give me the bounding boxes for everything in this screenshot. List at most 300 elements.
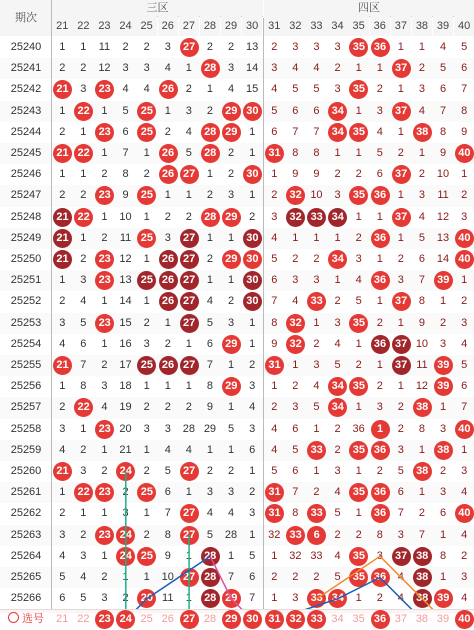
miss-count: 12 (415, 380, 429, 393)
miss-count: 13 (246, 41, 259, 53)
miss-count: 2 (59, 401, 66, 414)
miss-count: 1 (80, 422, 87, 435)
hit-ball: 33 (307, 292, 326, 311)
miss-count: 1 (143, 571, 150, 583)
hit-ball: 32 (286, 314, 305, 333)
miss-count: 1 (292, 359, 299, 371)
miss-count: 3 (122, 507, 129, 520)
miss-count: 2 (185, 83, 192, 96)
miss-count: 8 (164, 528, 171, 541)
miss-count: 2 (313, 571, 320, 583)
pick-ball-selected[interactable]: 31 (265, 610, 284, 629)
miss-count: 1 (185, 189, 192, 202)
period-number: 25254 (10, 337, 42, 350)
hit-ball: 33 (307, 504, 326, 523)
miss-count: 9 (313, 168, 320, 181)
miss-count: 7 (122, 147, 129, 159)
hit-ball: 34 (328, 398, 347, 417)
miss-count: 1 (376, 359, 383, 371)
miss-count: 1 (355, 104, 362, 117)
miss-count: 2 (334, 528, 341, 541)
miss-count: 7 (206, 359, 213, 371)
miss-count: 5 (80, 592, 87, 605)
hit-ball: 36 (371, 441, 390, 460)
hit-ball: 30 (243, 250, 262, 269)
miss-count: 4 (397, 592, 404, 605)
miss-count: 2 (80, 443, 87, 456)
miss-count: 2 (376, 465, 383, 477)
miss-count: 1 (271, 168, 278, 181)
pick-radio-icon[interactable] (8, 612, 19, 623)
hit-ball: 35 (349, 483, 368, 502)
miss-count: 1 (313, 465, 320, 477)
miss-count: 1 (80, 41, 87, 53)
hit-ball: 25 (137, 547, 156, 566)
hit-ball: 35 (349, 568, 368, 587)
miss-count: 2 (80, 253, 87, 265)
miss-count: 3 (292, 592, 299, 605)
pick-ball-selected[interactable]: 27 (180, 610, 199, 629)
miss-count: 3 (59, 422, 66, 435)
miss-count: 5 (292, 83, 299, 96)
miss-count: 1 (397, 189, 404, 202)
miss-count: 2 (185, 210, 192, 223)
miss-count: 9 (461, 125, 468, 138)
period-header-label: 期次 (15, 12, 37, 24)
hit-ball: 25 (137, 186, 156, 205)
period-number: 25241 (10, 62, 42, 75)
hit-ball: 40 (455, 504, 474, 523)
miss-count: 4 (355, 274, 362, 287)
hit-ball: 32 (286, 208, 305, 227)
miss-count: 7 (164, 507, 171, 520)
miss-count: 1 (461, 168, 468, 181)
hit-ball: 28 (201, 59, 220, 78)
period-number: 25248 (10, 210, 42, 223)
hit-ball: 30 (243, 271, 262, 290)
hit-ball: 34 (328, 102, 347, 121)
hit-ball: 35 (349, 441, 368, 460)
pick-ball-selected[interactable]: 29 (222, 610, 241, 629)
miss-count: 1 (249, 465, 256, 477)
period-number: 25245 (10, 147, 42, 159)
miss-count: 5 (206, 528, 213, 541)
miss-count: 5 (376, 147, 383, 159)
hit-ball: 23 (95, 250, 114, 269)
miss-count: 5 (271, 253, 278, 265)
miss-count: 2 (143, 168, 150, 181)
period-number: 25246 (10, 168, 42, 181)
miss-count: 4 (80, 295, 87, 308)
hit-ball: 37 (392, 165, 411, 184)
miss-count: 1 (439, 571, 447, 583)
miss-count: 1 (59, 104, 66, 117)
miss-count: 2 (101, 168, 108, 181)
hit-ball: 38 (413, 123, 432, 142)
miss-count: 1 (271, 549, 278, 562)
miss-count: 1 (80, 168, 87, 181)
miss-count: 3 (461, 316, 468, 329)
miss-count: 2 (143, 41, 150, 53)
miss-count: 2 (355, 168, 362, 181)
hit-ball: 35 (349, 314, 368, 333)
pick-ball-selected[interactable]: 23 (95, 610, 114, 629)
pick-number[interactable]: 37 (394, 613, 407, 626)
miss-count: 1 (439, 295, 447, 308)
miss-count: 1 (101, 337, 108, 350)
hit-ball: 28 (201, 589, 220, 608)
miss-count: 1 (206, 168, 213, 181)
miss-count: 2 (101, 231, 108, 244)
hit-ball: 31 (265, 356, 284, 375)
pick-number[interactable]: 26 (161, 613, 174, 626)
pick-ball-selected[interactable]: 36 (371, 610, 390, 629)
miss-count: 2 (271, 41, 278, 53)
miss-count: 4 (185, 443, 192, 456)
miss-count: 1 (249, 189, 256, 202)
miss-count: 9 (164, 549, 171, 562)
miss-count: 14 (246, 62, 259, 75)
hit-ball: 23 (95, 483, 114, 502)
miss-count: 3 (334, 83, 341, 96)
miss-count: 2 (122, 486, 129, 499)
column-header-30: 30 (242, 16, 263, 36)
miss-count: 1 (206, 231, 213, 244)
miss-count: 6 (271, 274, 278, 287)
miss-count: 10 (310, 189, 323, 202)
miss-count: 7 (439, 104, 447, 117)
column-header-21: 21 (52, 16, 73, 36)
miss-count: 2 (397, 147, 404, 159)
miss-count: 3 (80, 83, 87, 96)
pick-ball-selected[interactable]: 40 (455, 610, 474, 629)
miss-count: 2 (292, 253, 299, 265)
miss-count: 9 (439, 147, 447, 159)
miss-count: 3 (334, 189, 341, 202)
miss-count: 1 (80, 125, 87, 138)
miss-count: 4 (334, 486, 341, 499)
miss-count: 2 (461, 295, 468, 308)
miss-count: 1 (249, 147, 256, 159)
hit-ball: 24 (116, 526, 135, 545)
miss-count: 2 (313, 253, 320, 265)
hit-ball: 23 (95, 526, 114, 545)
column-header-25: 25 (136, 16, 157, 36)
miss-count: 4 (164, 443, 171, 456)
miss-count: 5 (355, 295, 362, 308)
miss-count: 1 (227, 231, 235, 244)
miss-count: 6 (376, 168, 383, 181)
hit-ball: 27 (180, 292, 199, 311)
column-header-33: 33 (306, 16, 327, 36)
period-number: 25243 (10, 104, 42, 117)
miss-count: 3 (397, 274, 404, 287)
hit-ball: 33 (286, 526, 305, 545)
miss-count: 3 (227, 189, 235, 202)
miss-count: 3 (227, 316, 235, 329)
miss-count: 2 (334, 168, 341, 181)
period-number: 25253 (10, 316, 42, 329)
miss-count: 4 (59, 443, 66, 456)
hit-ball: 29 (222, 208, 241, 227)
miss-count: 3 (439, 422, 447, 435)
period-divider (51, 0, 52, 612)
hit-ball: 34 (328, 208, 347, 227)
pick-number[interactable]: 28 (203, 613, 217, 626)
miss-count: 7 (461, 83, 468, 96)
pick-number[interactable]: 38 (415, 613, 429, 626)
miss-count: 1 (355, 507, 362, 520)
period-number: 25247 (10, 189, 42, 202)
hit-ball: 39 (434, 271, 453, 290)
miss-count: 3 (439, 486, 447, 499)
miss-count: 1 (355, 592, 362, 605)
miss-count: 1 (334, 231, 341, 244)
period-number: 25258 (10, 422, 42, 435)
miss-count: 1 (376, 253, 383, 265)
hit-ball: 37 (392, 102, 411, 121)
hit-ball: 39 (434, 377, 453, 396)
hit-ball: 6 (307, 526, 326, 545)
miss-count: 1 (355, 62, 362, 75)
miss-count: 7 (418, 528, 425, 541)
miss-count: 3 (355, 253, 362, 265)
miss-count: 17 (119, 359, 132, 371)
miss-count: 1 (397, 316, 404, 329)
pick-number[interactable]: 39 (436, 613, 450, 626)
miss-count: 2 (271, 401, 278, 414)
miss-count: 13 (119, 274, 132, 287)
miss-count: 6 (439, 507, 447, 520)
miss-count: 10 (436, 168, 450, 181)
miss-count: 1 (397, 231, 404, 244)
hit-ball: 27 (180, 165, 199, 184)
hit-ball: 28 (201, 123, 220, 142)
hit-ball: 29 (222, 250, 241, 269)
miss-count: 3 (101, 380, 108, 393)
miss-count: 2 (418, 507, 425, 520)
miss-count: 4 (461, 592, 468, 605)
hit-ball: 29 (222, 377, 241, 396)
miss-count: 1 (101, 443, 108, 456)
miss-count: 1 (143, 443, 150, 456)
pick-ball-selected[interactable]: 33 (307, 610, 326, 629)
miss-count: 1 (143, 147, 150, 159)
miss-count: 4 (461, 528, 468, 541)
column-header-39: 39 (433, 16, 454, 36)
miss-count: 1 (397, 380, 404, 393)
miss-count: 2 (143, 401, 150, 414)
column-header-32: 32 (285, 16, 306, 36)
miss-count: 5 (249, 549, 256, 562)
miss-count: 6 (461, 380, 468, 393)
miss-count: 4 (271, 83, 278, 96)
pick-ball-selected[interactable]: 30 (243, 610, 262, 629)
hit-ball: 39 (434, 589, 453, 608)
miss-count: 4 (439, 41, 447, 53)
pick-number[interactable]: 25 (140, 613, 153, 626)
miss-count: 2 (376, 83, 383, 96)
hit-ball: 40 (455, 144, 474, 163)
miss-count: 5 (461, 41, 468, 53)
hit-ball: 27 (180, 504, 199, 523)
period-number: 25252 (10, 295, 42, 308)
hit-ball: 23 (95, 80, 114, 99)
hit-ball: 21 (53, 250, 72, 269)
miss-count: 1 (101, 507, 108, 520)
hit-ball: 22 (74, 102, 93, 121)
pick-number[interactable]: 35 (352, 613, 365, 626)
miss-count: 3 (164, 41, 171, 53)
miss-count: 2 (227, 295, 235, 308)
miss-count: 1 (355, 337, 362, 350)
miss-count: 2 (355, 359, 362, 371)
miss-count: 3 (227, 62, 235, 75)
hit-ball: 25 (137, 483, 156, 502)
miss-count: 12 (119, 253, 132, 265)
period-number: 25250 (10, 253, 42, 265)
pick-ball-selected[interactable]: 32 (286, 610, 305, 629)
miss-count: 3 (80, 465, 87, 477)
hit-ball: 38 (413, 589, 432, 608)
hit-ball: 27 (180, 314, 199, 333)
miss-count: 1 (101, 104, 108, 117)
miss-count: 1 (227, 274, 235, 287)
zone-divider (263, 18, 264, 612)
hit-ball: 24 (116, 462, 135, 481)
miss-count: 3 (59, 316, 66, 329)
miss-count: 5 (59, 571, 66, 583)
miss-count: 1 (355, 465, 362, 477)
miss-count: 3 (143, 422, 150, 435)
miss-count: 2 (59, 507, 66, 520)
hit-ball: 27 (180, 568, 199, 587)
miss-count: 4 (418, 210, 425, 223)
pick-number[interactable]: 34 (331, 613, 344, 626)
hit-ball: 23 (95, 123, 114, 142)
miss-count: 1 (59, 168, 66, 181)
miss-count: 5 (313, 83, 320, 96)
miss-count: 3 (376, 549, 383, 562)
hit-ball: 28 (201, 568, 220, 587)
miss-count: 4 (334, 337, 341, 350)
miss-count: 5 (439, 62, 447, 75)
miss-count: 29 (203, 422, 217, 435)
miss-count: 1 (355, 147, 362, 159)
miss-count: 1 (101, 549, 108, 562)
miss-count: 1 (185, 486, 192, 499)
miss-count: 2 (185, 401, 192, 414)
miss-count: 36 (352, 422, 365, 435)
miss-count: 1 (80, 231, 87, 244)
miss-count: 3 (80, 274, 87, 287)
miss-count: 3 (122, 62, 129, 75)
miss-count: 11 (119, 231, 132, 244)
miss-count: 6 (439, 83, 447, 96)
hit-ball: 35 (349, 80, 368, 99)
miss-count: 8 (80, 380, 87, 393)
miss-count: 5 (292, 443, 299, 456)
miss-count: 3 (313, 41, 320, 53)
hit-ball: 28 (201, 547, 220, 566)
miss-count: 7 (313, 125, 320, 138)
miss-count: 1 (206, 443, 213, 456)
miss-count: 6 (292, 422, 299, 435)
miss-count: 1 (101, 147, 108, 159)
miss-count: 2 (439, 465, 447, 477)
hit-ball: 30 (243, 102, 262, 121)
miss-count: 3 (418, 83, 425, 96)
pick-number[interactable]: 22 (77, 613, 90, 626)
hit-ball: 38 (413, 462, 432, 481)
hit-ball: 40 (455, 229, 474, 248)
miss-count: 3 (271, 210, 278, 223)
miss-count: 1 (59, 274, 66, 287)
column-header-31: 31 (264, 16, 285, 36)
miss-count: 11 (162, 592, 174, 605)
miss-count: 8 (418, 295, 425, 308)
hit-ball: 39 (434, 356, 453, 375)
column-header-29: 29 (221, 16, 242, 36)
pick-number[interactable]: 21 (56, 613, 69, 626)
miss-count: 14 (119, 295, 132, 308)
miss-count: 7 (227, 571, 235, 583)
hit-ball: 1 (371, 420, 390, 439)
zone4-header (264, 0, 474, 17)
miss-count: 1 (397, 125, 404, 138)
hit-ball: 27 (180, 38, 199, 57)
hit-ball: 38 (413, 568, 432, 587)
miss-count: 4 (164, 62, 171, 75)
miss-count: 15 (246, 83, 259, 96)
miss-count: 4 (59, 337, 66, 350)
miss-count: 1 (143, 253, 150, 265)
hit-ball: 23 (95, 314, 114, 333)
miss-count: 8 (271, 316, 278, 329)
miss-count: 3 (143, 337, 150, 350)
pick-ball-selected[interactable]: 24 (116, 610, 135, 629)
miss-count: 1 (80, 507, 87, 520)
miss-count: 2 (143, 316, 150, 329)
miss-count: 4 (227, 83, 235, 96)
hit-ball: 34 (328, 250, 347, 269)
zone3-label: 三区 (146, 2, 169, 14)
hit-ball: 36 (371, 271, 390, 290)
miss-count: 9 (206, 401, 213, 414)
miss-count: 1 (59, 41, 66, 53)
miss-count: 1 (164, 104, 171, 117)
hit-ball: 25 (137, 102, 156, 121)
miss-count: 4 (461, 486, 468, 499)
period-number: 25256 (10, 380, 42, 393)
hit-ball: 36 (371, 483, 390, 502)
miss-count: 4 (143, 83, 150, 96)
hit-ball: 27 (180, 271, 199, 290)
miss-count: 1 (227, 401, 235, 414)
hit-ball: 26 (159, 144, 178, 163)
miss-count: 16 (119, 337, 132, 350)
hit-ball: 33 (307, 441, 326, 460)
miss-count: 1 (397, 83, 404, 96)
miss-count: 5 (418, 231, 425, 244)
miss-count: 5 (461, 359, 468, 371)
miss-count: 3 (461, 210, 468, 223)
hit-ball: 34 (328, 589, 347, 608)
miss-count: 2 (397, 401, 404, 414)
miss-count: 5 (271, 465, 278, 477)
period-number: 25264 (10, 549, 42, 562)
miss-count: 2 (292, 571, 299, 583)
